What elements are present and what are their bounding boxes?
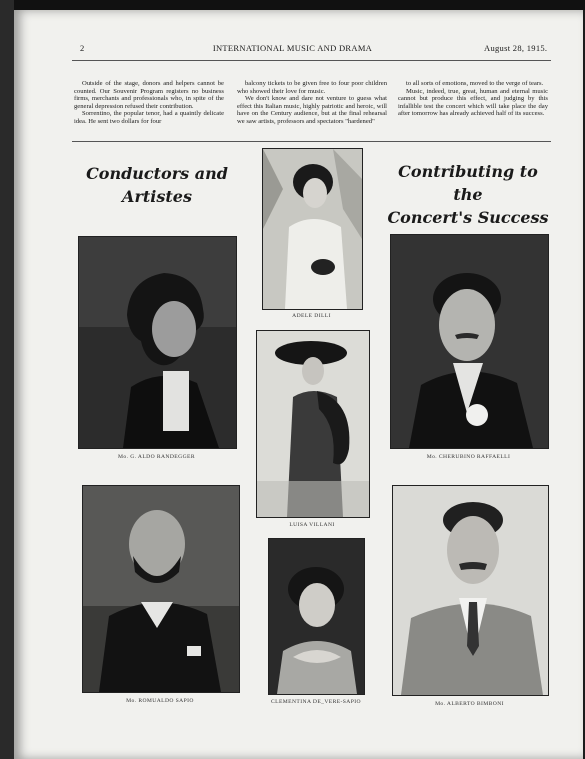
page-number: 2 (80, 43, 85, 53)
issue-date: August 28, 1915. (484, 43, 548, 53)
portrait-bimboni (392, 485, 549, 696)
caption-bimboni: Mo. ALBERTO BIMBONI (435, 701, 504, 707)
portrait-dilli (262, 148, 363, 310)
paragraph: to all sorts of emotions, moved to the verge of tears. (406, 80, 544, 87)
portrait-raffaelli (390, 234, 549, 449)
paragraph: Music, indeed, true, great, human and eternal music cannot but produce this effect, and judging by this infallible test the concert which will take place the day after tomorrow has already achieved half of its success. (398, 87, 548, 118)
portrait-villani (256, 330, 370, 518)
caption-villani: LUISA VILLANI (289, 522, 335, 528)
paragraph: We don't know and dare not venture to guess what effect this Italian music, highly patriotic and heroic, will have on the Century audience, but at the final rehearsal we saw artists, professors and spectators "hardened" (237, 95, 387, 125)
publication-title: INTERNATIONAL MUSIC AND DRAMA (212, 43, 373, 53)
text-column-1 (74, 80, 224, 126)
text-column-3 (398, 80, 548, 118)
heading-line: Conductors and (86, 164, 228, 183)
caption-devere: CLEMENTINA DE_VERE-SAPIO (271, 699, 361, 705)
text-column-2 (237, 80, 387, 126)
section-rule (72, 141, 551, 142)
caption-dilli: ADELE DILLI (292, 313, 331, 319)
caption-raffaelli: Mo. CHERUBINO RAFFAELLI (426, 454, 511, 460)
caption-sapio: Mo. ROMUALDO SAPIO (126, 698, 194, 704)
paragraph: balcony tickets to be given free to four poor children who showed their love for music. (237, 80, 387, 95)
heading-line: Contributing to the (398, 162, 538, 204)
paragraph: Sorrentino, the popular tenor, had a quaintly delicate idea. He sent two dollars for four (74, 110, 224, 125)
caption-randegger: Mo. G. ALDO RANDEGGER (118, 454, 195, 460)
heading-line: Concert's Success (387, 208, 549, 227)
scan-top-edge (0, 0, 585, 10)
paragraph: Outside of the stage, donors and helpers cannot be counted. Our Souvenir Program registers no business firms, merchants and professionals who, in spite of the general depression refused their contribution. (74, 80, 224, 110)
portrait-randegger (78, 236, 237, 449)
heading-line: Artistes (122, 187, 192, 206)
heading-right (382, 160, 554, 229)
portrait-sapio (82, 485, 240, 693)
heading-left (72, 162, 242, 208)
header-rule (72, 60, 551, 61)
book-gutter (0, 0, 14, 759)
portrait-devere (268, 538, 365, 695)
